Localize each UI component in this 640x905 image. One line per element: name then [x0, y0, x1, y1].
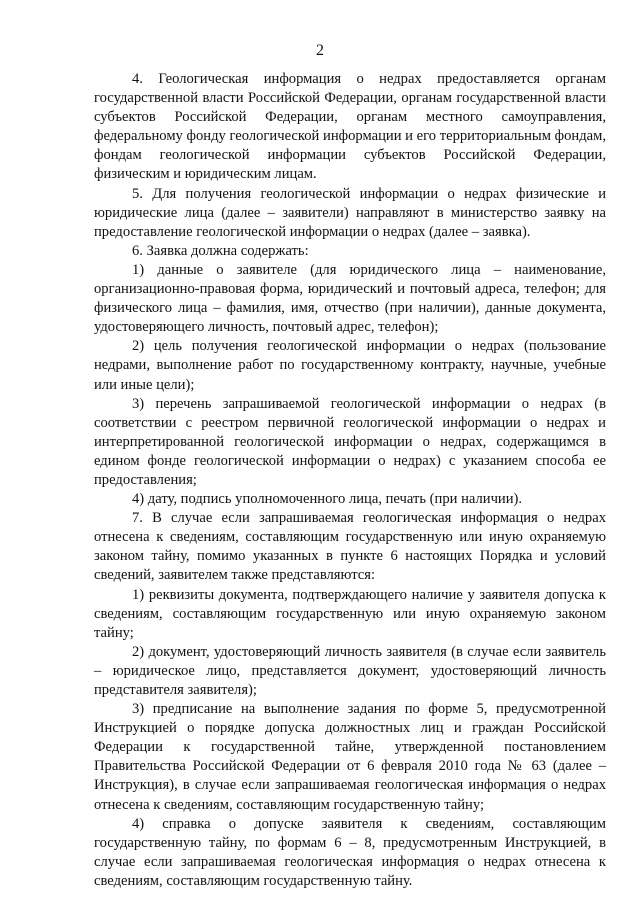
paragraph-6: 6. Заявка должна содержать:: [132, 242, 309, 259]
paragraph-6-item-4: 4) дату, подпись уполномоченного лица, печать (при наличии).: [132, 491, 523, 508]
paragraph-7-item-4: 4) справка о допуске заявителя к сведениям, составляющим государственную тайну, по формам 6 – 8, предусмотренным Инструкцией, в случае если запрашиваемая геологическая информация о недрах отнесена к сведениям, составляющим государственную тайну.: [94, 815, 606, 889]
paragraph-7-item-2: 2) документ, удостоверяющий личность заявителя (в случае если заявитель – юридическое лицо, представляется документ, удостоверяющий личность представителя заявителя);: [94, 643, 606, 698]
paragraph-4: 4. Геологическая информация о недрах предоставляется органам государственной власти Российской Федерации, органам государственной власти субъектов Российской Федерации, органам местного самоуправления, федеральному фонду геологической информации и его территориальным фондам, фондам геологической информации субъектов Российской Федерации, физическим и юридическим лицам.: [94, 71, 606, 183]
paragraph-5: 5. Для получения геологической информации о недрах физические и юридические лица (далее – заявители) направляют в министерство заявку на предоставление геологической информации о недрах (далее – заявка).: [94, 185, 606, 240]
page-number: 2: [316, 42, 324, 59]
paragraph-6-item-1: 1) данные о заявителе (для юридического лица – наименование, организационно-правовая форма, юридический и почтовый адреса, телефон; для физического лица – фамилия, имя, отчество (при наличии), данные документа, удостоверяющего личность, почтовый адрес, телефон);: [94, 261, 606, 336]
document-body: [94, 70, 606, 891]
paragraph-6-item-3: 3) перечень запрашиваемой геологической информации о недрах (в соответствии с реестром первичной геологической информации о недрах и интерпретированной геологической информации о недрах, содержащимся в едином фонде геологической информации о недрах) с указанием способа ее предоставления;: [94, 395, 606, 488]
paragraph-7-item-1: 1) реквизиты документа, подтверждающего наличие у заявителя допуска к сведениям, составляющим государственную или иную охраняемую законом тайну;: [94, 586, 606, 641]
paragraph-7: 7. В случае если запрашиваемая геологическая информация о недрах отнесена к сведениям, составляющим государственную или иную охраняемую законом тайну, помимо указанных в пункте 6 настоящих Порядка и условий сведений, заявителем также представляются:: [94, 510, 606, 584]
paragraph-7-item-3: 3) предписание на выполнение задания по форме 5, предусмотренной Инструкцией о порядке допуска должностных лиц и граждан Российской Федерации к государственной тайне, утвержденной постановлением Правительства Российской Федерации от 6 февраля 2010 года № 63 (далее – Инструкция), в случае если запрашиваемая геологическая информация о недрах отнесена к сведениям, составляющим государственную тайну;: [94, 701, 606, 813]
paragraph-6-item-2: 2) цель получения геологической информации о недрах (пользование недрами, выполнение работ по государственному контракту, научные, учебные или иные цели);: [94, 338, 606, 393]
